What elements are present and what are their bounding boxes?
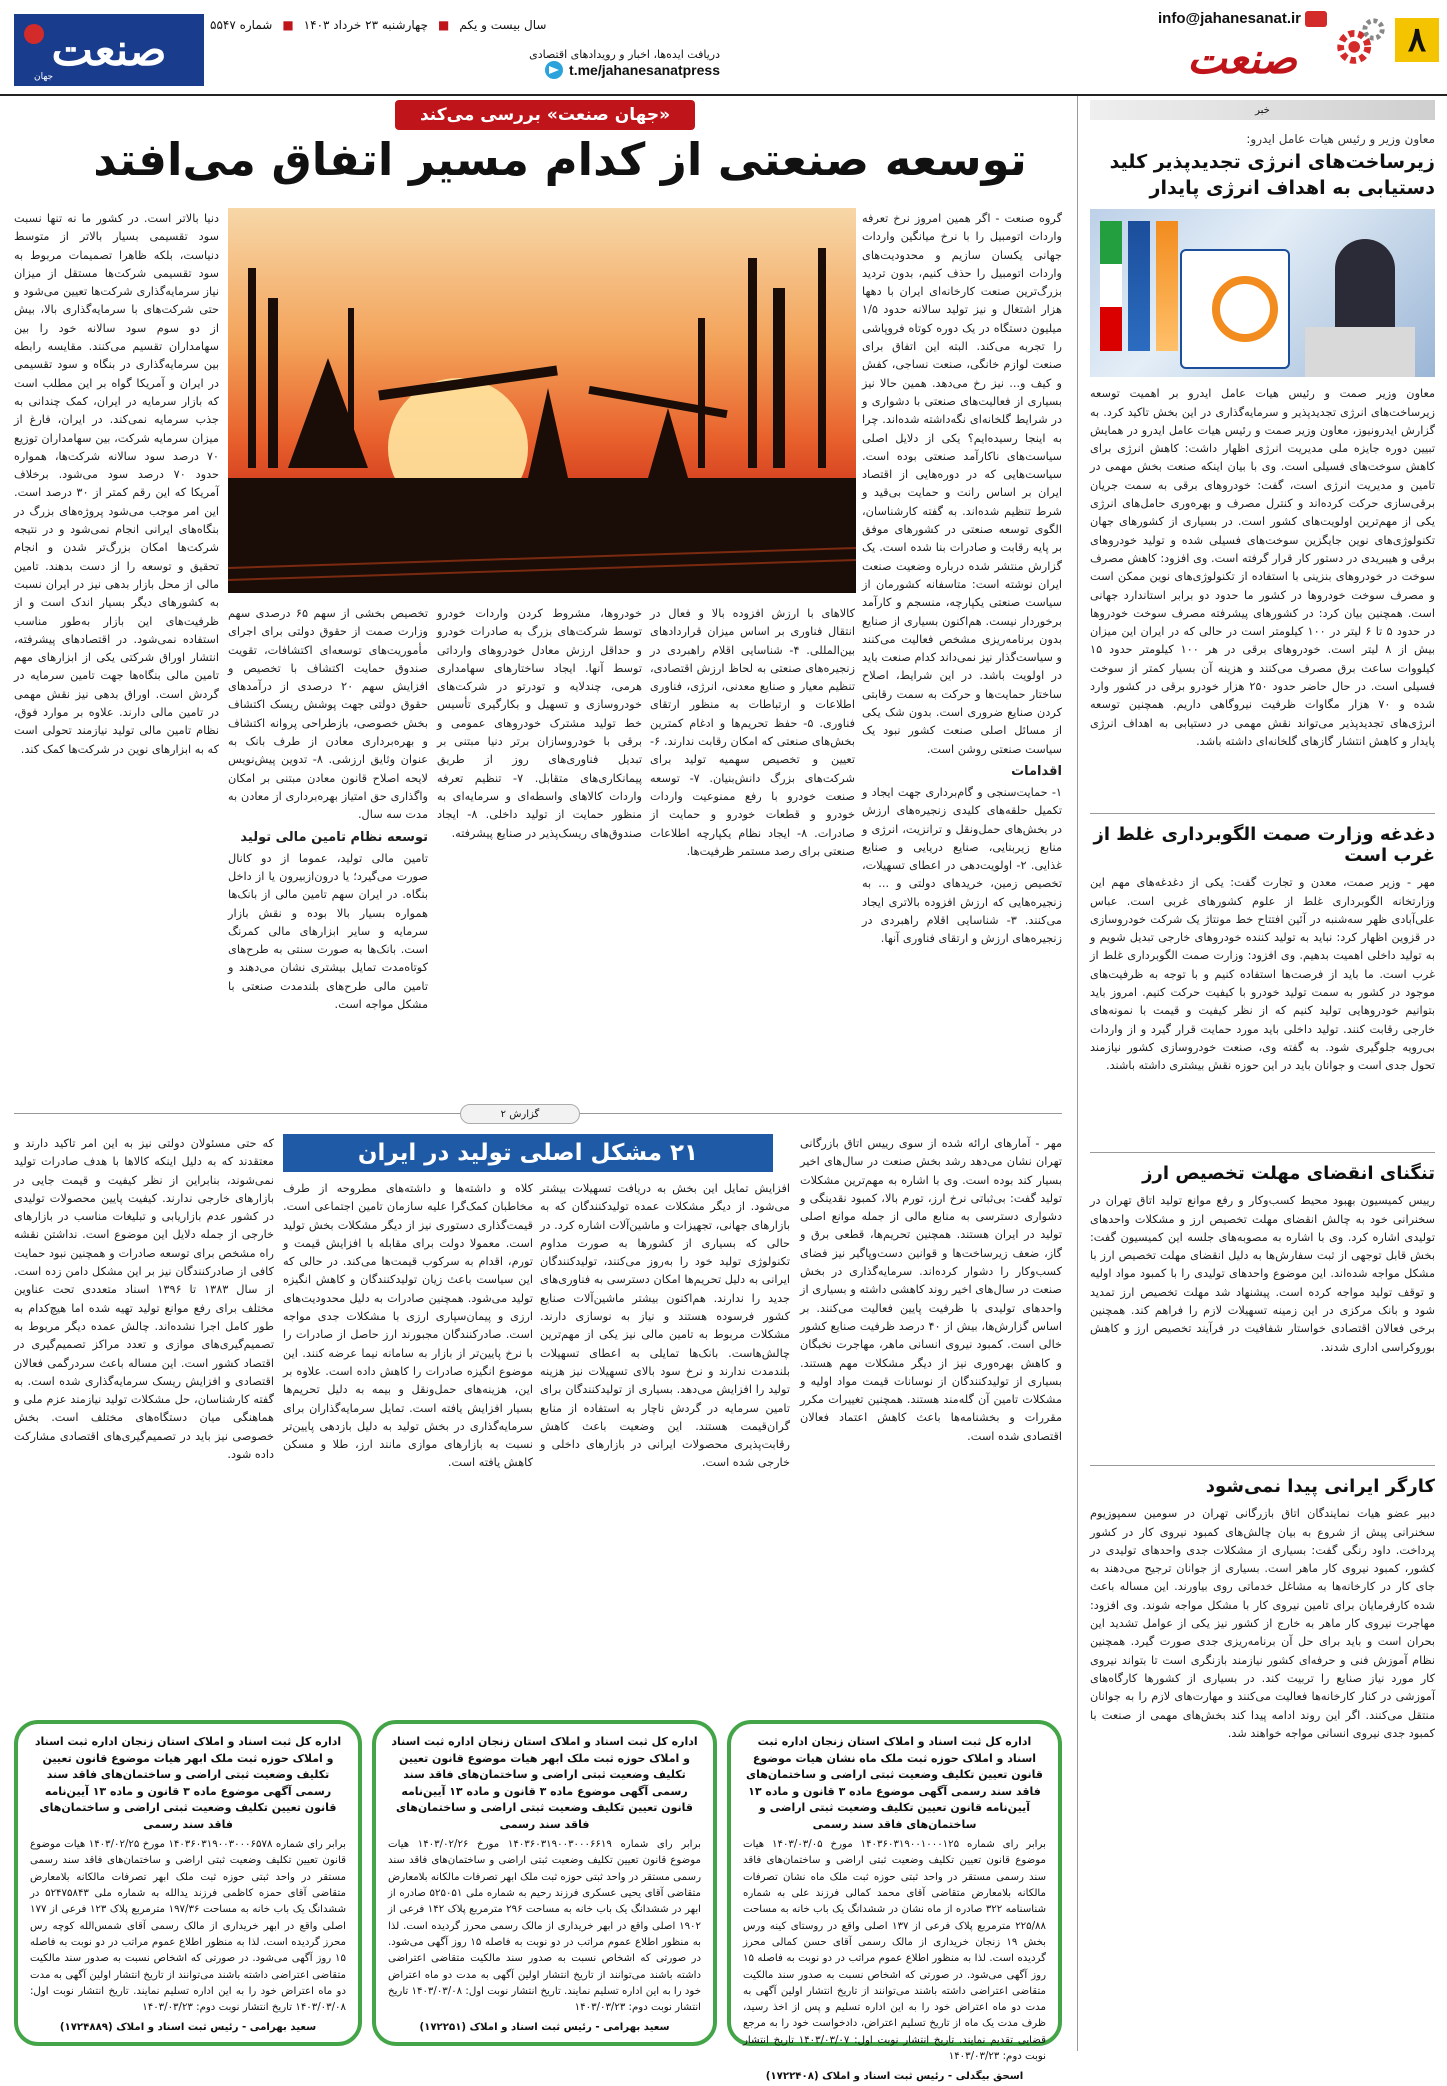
notice-body: برابر رای شماره ۱۴۰۳۶۰۳۱۹۰۰۳۰۰۰۶۶۱۹ مورخ ۱۴۰۳/۰۲/۲۶ هیات موضوع قانون تعیین تکلیف وضعیت ثبتی اراضی و ساختمان‌های فاقد سند رسمی مستقر در واحد ثبتی حوزه ثبت ملک ابهر تصرفات مالکانه بلامعارض متقاضی آقای یحیی عسکری فرزند رحیم به شماره ملی ۵۲۵۰۵۱ صادره از ابهر در ششدانگ یک باب خانه به مساحت ۲۹۶ مترمربع پلاک ۱۴۲ فرعی از ۱۹۰۲ اصلی واقع در ابهر خریداری از مالک رسمی محرز گردیده است. لذا به منظور اطلاع عموم مراتب در دو نوبت به فاصله ۱۵ روز آگهی می‌شود. در صورتی که اشخاص نسبت به صدور سند مالکیت متقاضی اعتراضی داشته باشند می‌توانند از تاریخ انتشار اولین آگهی به مدت دو ماه اعتراض خود را به این اداره تسلیم نمایند. تاریخ انتشار نوبت اول: ۱۴۰۳/۰۳/۰۸ تاریخ انتشار نوبت دوم: ۱۴۰۳/۰۳/۲۳	[387, 1839, 701, 2014]
divider	[1090, 1465, 1435, 1466]
date: چهارشنبه ۲۳ خرداد ۱۴۰۳	[303, 18, 428, 32]
telegram-text: t.me/jahanesanatpress	[569, 62, 720, 78]
sidebar-body-4: دبیر عضو هیات نمایندگان اتاق بازرگانی تهران در سومین سمپوزیوم سخنرانی پیش از شروع به بیان چالش‌های کمبود نیروی کار در کشور پرداخت. داود رنگی گفت: بسیاری از مشکلات جدی واحدهای تولیدی در کشور، کمبود نیروی کار ماهر است. بسیاری از جوانان ترجیح می‌دهند به جای کار در کارخانه‌ها به مشاغل خدماتی روی بیاورند. این مساله باعث شده کارفرمایان برای تامین نیروی کار با مشکل مواجه شوند. وی افزود: مهاجرت نیروی کار ماهر به خارج از کشور نیز یکی از عوامل تشدید این بحران است و باید برای حل آن برنامه‌ریزی جدی صورت گیرد. همچنین نظام آموزش فنی و حرفه‌ای کشور نیازمند بازنگری است تا بتواند نیروی کار مورد نیاز صنایع را تربیت کند. در بسیاری از کشورها کارگاه‌های آموزشی در کنار کارخانه‌ها فعالیت می‌کنند و مهارت‌های لازم را به جوانان منتقل می‌کنند. اگر این روند ادامه پیدا کند بخش‌های مهمی از صنعت با کمبود جدی نیروی انسانی مواجه خواهند شد.	[1090, 1507, 1435, 1740]
notice-body: برابر رای شماره ۱۴۰۳۶۰۳۱۹۰۰۱۰۰۰۱۲۵ مورخ ۱۴۰۳/۰۳/۰۵ هیات موضوع قانون تعیین تکلیف وضعیت ثبتی اراضی و ساختمان‌های فاقد سند رسمی مستقر در واحد ثبتی حوزه ثبت ملک ماه نشان تصرفات مالکانه بلامعارض متقاضی آقای محمد کمالی فرزند علی به شماره شناسنامه ۳۲۲ صادره از ماه نشان در ششدانگ یک باب خانه به مساحت ۲۲۵/۸۸ مترمربع پلاک فرعی از ۱۳۷ اصلی واقع در روستای کینه ورس بخش ۱۹ زنجان خریداری از مالک رسمی آقای حسن کمالی محرز گردیده است. لذا به منظور اطلاع عموم مراتب در دو نوبت به فاصله ۱۵ روز آگهی می‌شود. در صورتی که اشخاص نسبت به صدور سند مالکیت متقاضی اعتراضی داشته باشند می‌توانند از تاریخ انتشار اولین آگهی به مدت دو ماه اعتراض خود را به این اداره تسلیم و پس از اخذ رسید، ظرف مدت یک ماه از تاریخ تسلیم اعتراض، دادخواست خود را به مرجع قضایی تقدیم نمایند. تاریخ انتشار نوبت اول: ۱۴۰۳/۰۳/۰۷ تاریخ انتشار نوبت دوم: ۱۴۰۳/۰۳/۲۳	[743, 1839, 1047, 2063]
sidebar-body-3: رییس کمیسیون بهبود محیط کسب‌وکار و رفع موانع تولید اتاق تهران در سخنرانی خود به چالش انقضای مهلت تخصیص ارز و مشکلات واحدهای تولیدی اشاره کرد. وی با اشاره به مصوبه‌های جلسه این کمیسیون گفت: بخش قابل توجهی از ثبت سفارش‌ها به دلیل انقضای مهلت تخصیص ارز با مشکل مواجه شده‌اند. این موضوع واحدهای تولیدی را با کمبود مواد اولیه و توقف تولید مواجه کرده است. پیشنهاد شد مهلت تخصیص ارز تمدید شود و بانک مرکزی در این زمینه تسهیلات لازم را فراهم کند. همچنین برخی فعالان اقتصادی خواستار شفافیت در فرآیند تخصیص ارز و کاهش بوروکراسی اداری شدند.	[1090, 1194, 1435, 1354]
article-kicker: «جهان صنعت» بررسی می‌کند	[395, 100, 695, 130]
article-text: تامین مالی تولید، عموما از دو کانال صورت می‌گیرد؛ یا درون‌ازبیرون یا از داخل بنگاه. در ایران سهم تامین مالی از بانک‌ها همواره بسیار بالا بوده و نقش بازار سرمایه و سایر ابزارهای مالی کمرنگ است. بانک‌ها به صورت سنتی به طرح‌های کوتاه‌مدت تمایل بیشتری نشان می‌دهند و تامین مالی طرح‌های بلندمدت صنعتی با مشکل مواجه است.	[228, 851, 428, 1011]
dateline: سال بیست و یکم ■ چهارشنبه ۲۳ خرداد ۱۴۰۳ ■ شماره ۵۵۴۷	[210, 18, 547, 32]
flag-image	[1156, 221, 1178, 351]
issue-number: شماره ۵۵۴۷	[210, 18, 273, 32]
telegram-link[interactable]	[420, 61, 720, 79]
sidebar-body-2: مهر - وزیر صمت، معدن و تجارت گفت: یکی از دغدغه‌های مهم این وزارتخانه الگوبرداری غلط از علوم کشورهای غربی است. عباس علی‌آبادی ظهر سه‌شنبه در آئین افتتاح خط مونتاژ یک شرکت خودروسازی در قزوین اظهار کرد: نباید به تولید کننده خودروهای خارجی تبدیل شویم و به تولید داخلی اهمیت بدهیم. وی افزود: وزارت صمت الگوبرداری غلط از غرب است. ما باید از فرصت‌ها استفاده کنیم و با توجه به ظرفیت‌های موجود در کشور به سمت تولید خودرو با کیفیت حرکت کنیم. امروز باید بتوانیم خودروهایی تولید کنیم که از نظر کیفیت و قیمت با نمونه‌های خارجی رقابت کنند. تولید داخلی باید مورد حمایت قرار گیرد و از واردات بی‌رویه جلوگیری شود. به گفته وی، صنعت خودروسازی کشور نیازمند تحول جدی است و جوانان باید در این حوزه نقش بیشتری داشته باشند.	[1090, 876, 1435, 1073]
newspaper-logo[interactable]	[14, 14, 204, 86]
article-text: گروه صنعت - اگر همین امروز نرخ تعرفه واردات اتومبیل را با نرخ میانگین واردات جهانی یکسان سازیم و محدودیت‌های واردات اتومبیل را حذف کنیم، بدون تردید بزرگ‌ترین صنعت کارخانه‌ای ایران با دهها هزار اشتغال و نیز تولید سالانه حدود ۱/۵ میلیون دستگاه در یک دوره کوتاه فروپاشی را تجربه می‌کند. البته این اتفاق برای صنعت لوازم خانگی، صنعت نساجی، کفش و کیف و... نیز رخ می‌دهد. همین حالا نیز بسیاری از فعالیت‌های صنعتی با دشواری و در شرایط گلخانه‌ای نگه‌داشته شده‌اند. چرا به اینجا رسیده‌ایم؟ یکی از دلایل اصلی سیاست‌های ناکارآمد صنعتی بوده است. سیاست‌هایی که در دوره‌هایی از اقتصاد ایران بر اساس رانت و حمایت بی‌قید و شرط تنظیم شده‌اند. به گفته کارشناسان، الگوی توسعه صنعتی در کشورهای موفق بر پایه رقابت و صادرات بنا شده است. یک گزارش منتشر شده درباره وضعیت صنعت ایران نوشته است: متاسفانه کشورمان از سیاست صنعتی یکپارچه، منسجم و کارآمد برخوردار نیست. هم‌اکنون بسیاری از صنایع بدون برنامه‌ریزی مشخص فعالیت می‌کنند و سیاست‌گذار نیز نمی‌داند کدام صنعت باید در اولویت باشد. در این شرایط، اصلاح ساختار حمایت‌ها و حرکت به سمت رقابتی کردن صنایع ضروری است. بدون شک یکی از مسائل اصلی صنعت کشور نبود یک سیاست صنعتی روشن است.	[862, 212, 1062, 756]
article-subhead: توسعه نظام تامین مالی تولید	[240, 829, 428, 845]
telegram-promo	[420, 48, 720, 79]
sidebar-kicker: معاون وزیر و رئیس هیات عامل ایدرو:	[1246, 132, 1435, 146]
divider	[1090, 1152, 1435, 1153]
legal-notice-3	[14, 1720, 362, 2046]
article-col-mid-right: کالاهای با ارزش افزوده بالا و فعال در انتقال فناوری بر اساس میزان قراردادهای بین‌المللی. ۴- شناسایی اقلام راهبردی در زنجیره‌های صنعتی به لحاظ ارزش اقتصادی، تنظیم معیار و صنایع معدنی، انرژی، فناوری اطلاعات و ارتباطات به منظور ارتقای فناوری. ۵- حفظ تحریم‌ها و ادغام کمترین بخش‌های صنعتی که امکان رقابت ندارند. ۶- تعیین و تخصیص سهمیه تولید برای شرکت‌های بزرگ دانش‌بنیان. ۷- توسعه صنعت خودرو با رفع ممنوعیت واردات خودرو و قطعات خودرو و حمایت از صادرات. ۸- ایجاد نظام یکپارچه اطلاعات صنعتی برای رصد مستمر ظرفیت‌ها.	[650, 607, 856, 858]
notice-title: اداره کل ثبت اسناد و املاک استان زنجان اداره ثبت اسناد و املاک حوزه ثبت ملک ابهر هیات موضوع قانون تعیین تکلیف وضعیت ثبتی اراضی و ساختمان‌های فاقد سند رسمی آگهی موضوع ماده ۳ قانون و ماده ۱۳ آیین‌نامه قانون تعیین تکلیف وضعیت ثبتی اراضی و ساختمان‌های فاقد سند رسمی	[34, 1735, 342, 1831]
logo-subtext: جهان	[34, 72, 54, 82]
article2-col-1: مهر - آمارهای ارائه شده از سوی رییس اتاق بازرگانی تهران نشان می‌دهد رشد بخش صنعت در سال‌های اخیر بسیار کند بوده است. وی با اشاره به مهم‌ترین مشکلات تولید گفت: بی‌ثباتی نرخ ارز، تورم بالا، کمبود نقدینگی و دشواری دسترسی به منابع مالی از جمله موانع اصلی تولید در ایران هستند. همچنین تحریم‌ها، قطعی برق و گاز، ضعف زیرساخت‌ها و قوانین دست‌وپاگیر نیز فضای کسب‌وکار را دشوار کرده‌اند. سرمایه‌گذاری در بخش صنعت در سال‌های اخیر روند کاهشی داشته و بسیاری از واحدهای تولیدی با ظرفیت پایین فعالیت می‌کنند. بر اساس گزارش‌ها، بیش از ۴۰ درصد ظرفیت صنایع کشور خالی است. کمبود نیروی انسانی ماهر، مهاجرت نخبگان و کاهش بهره‌وری نیز از دیگر مشکلات مهم هستند. بسیاری از تولیدکنندگان از نوسانات قیمت مواد اولیه و مشکلات تامین آن گله‌مند هستند. همچنین تغییرات مکرر مقررات و بخشنامه‌ها باعث کاهش اعتماد فعالان اقتصادی شده است.	[800, 1137, 1062, 1443]
logo-dot-icon	[24, 24, 44, 44]
gear-icon	[1331, 14, 1389, 72]
sidebar-subhead-2[interactable]: تنگنای انقضای مهلت تخصیص ارز	[1142, 1163, 1435, 1185]
article-subhead: اقدامات	[1011, 763, 1062, 779]
email-text: info@jahanesanat.ir	[1158, 10, 1301, 27]
article-text: تخصیص بخشی از سهم ۶۵ درصدی سهم وزارت صمت از حقوق دولتی برای اجرای مأموریت‌های توسعه‌ای اکتشافات، تقویت صندوق حمایت اکتشاف با تخصیص و افزایش سهم ۲۰ درصدی از درآمدهای حقوق دولتی جهت پوشش ریسک اکتشاف بخش خصوصی، بازطراحی پروانه اکتشاف و بهره‌برداری معادن از طرف بانک به عنوان وثایق ارزشی. ۸- تدوین پیش‌نویس لایحه اصلاح قانون معادن مبتنی بر امکان واگذاری حق امتیاز بهره‌برداری از معادن به مدت سه سال.	[228, 607, 429, 822]
mail-icon	[1305, 11, 1327, 27]
year-issue: سال بیست و یکم	[459, 18, 547, 32]
article2-col-2: افزایش تمایل این بخش به دریافت تسهیلات بیشتر می‌شود. از دیگر مشکلات عمده تولیدکنندگان که به بازارهای جهانی، تجهیزات و ماشین‌آلات اشاره کرد. در حالی که بسیاری از کشورها به صورت مداوم تکنولوژی تولید خود را به‌روز می‌کنند، تولیدکنندگان ایرانی به دلیل تحریم‌ها امکان دسترسی به فناوری‌های جدید را ندارند. هم‌اکنون بیشتر ماشین‌آلات صنایع کشور فرسوده هستند و نیاز به نوسازی دارند. مشکلات مربوط به تامین مالی نیز یکی از مهم‌ترین چالش‌هاست. بانک‌ها تمایلی به اعطای تسهیلات بلندمدت ندارند و نرخ سود بالای تسهیلات نیز هزینه تولید را افزایش می‌دهد. بسیاری از تولیدکنندگان برای تامین سرمایه در گردش ناچار به استفاده از منابع گران‌قیمت هستند. این وضعیت باعث کاهش رقابت‌پذیری محصولات ایرانی در بازارهای داخلی و خارجی شده است.	[540, 1182, 790, 1470]
article-text: ۱- حمایت‌سنجی و گام‌برداری جهت ایجاد و تکمیل حلقه‌های کلیدی زنجیره‌های ارزش در بخش‌های حمل‌ونقل و ترانزیت، انرژی و منابع زیربنایی، صنایع دریایی و صنایع غذایی. ۲- اولویت‌دهی در اعطای تسهیلات، تخصیص زمین، خرید‌های دولتی و ... به زنجیره‌هایی که ارزش افزوده بالاتری ایجاد می‌کنند. ۳- شناسایی اقلام راهبردی در زنجیره‌های ارزش و ارتقای فناوری آنها.	[862, 785, 1063, 946]
masthead	[0, 0, 1447, 96]
article-col-right	[862, 210, 1062, 1100]
sidebar-body-1: معاون وزیر صمت و رئیس هیات عامل ایدرو بر اهمیت توسعه زیرساخت‌های انرژی تجدیدپذیر و سرمایه‌گذاری در این بخش تاکید کرد. به گزارش ایدرونیوز، معاون وزیر صمت و رئیس هیات عامل ایدرو در همایش تبیین دوره جایزه ملی مدیریت انرژی اظهار داشت: کاهش انرژی برای کاهش سوخت‌های فسیلی است. وی با بیان اینکه صنعت بخش مهمی در تامین و مدیریت انرژی است، گفت: خودروهای برقی به سمت جریان برقی‌سازی حرکت کرده‌اند و کنترل مصرف و بهره‌وری حامل‌های انرژی یکی از مهم‌ترین اولویت‌های کشور است. در بسیاری از کشورهای جهان تکنولوژی‌های نوین جایگزین سوخت‌های فسیلی شده و تولید خودروهای برقی و هیبریدی در دستور کار قرار گرفته است. وی افزود: کاهش مصرف سوخت در خودروهای بنزینی با استفاده از تکنولوژی‌های نوین ممکن است و مصرف سوخت خودروها در کشور ما حدود دو برابر استاندارد جهانی است. همچنین بیان کرد: در کشورهای پیشرفته مصرف سوخت خودروها در حدود ۵ تا ۶ لیتر در ۱۰۰ کیلومتر است در حالی که در ایران این میزان بیش از ۸ لیتر است. خودروهای برقی در هر ۱۰۰ کیلومتر حدود ۱۵ کیلووات ساعت برق مصرف می‌کنند و هزینه آن بسیار کمتر از سوخت فسیلی است. در حال حاضر حدود ۲۵۰ هزار خودرو برقی در کشور وارد شده و ۷۰ هزار مگاوات ظرفیت نیروگاهی داریم. همچنین توسعه انرژی‌های تجدیدپذیر می‌تواند نقش مهمی در دستیابی به اهداف انرژی پایدار و کاهش انتشار گازهای گلخانه‌ای داشته باشد.	[1090, 387, 1436, 748]
flag-image	[1100, 221, 1122, 351]
subscribe-text: دریافت ایده‌ها، اخبار و رویدادهای اقتصادی	[529, 48, 720, 61]
sidebar-subhead-3[interactable]: کارگر ایرانی پیدا نمی‌شود	[1205, 1476, 1435, 1498]
divider	[1090, 813, 1435, 814]
notice-title: اداره کل ثبت اسناد و املاک استان زنجان اداره ثبت اسناد و املاک حوزه ثبت ملک ابهر هیات موضوع قانون تعیین تکلیف وضعیت ثبتی اراضی و ساختمان‌های فاقد سند رسمی آگهی موضوع ماده ۳ قانون و ماده ۱۳ آیین‌نامه قانون تعیین تکلیف وضعیت ثبتی اراضی و ساختمان‌های فاقد سند رسمی	[391, 1735, 698, 1831]
page-number: ۸	[1395, 18, 1439, 62]
notice-title: اداره کل ثبت اسناد و املاک استان زنجان اداره ثبت اسناد و املاک حوزه ثبت ملک ماه نشان هیات موضوع قانون تعیین تکلیف وضعیت ثبتی اراضی و ساختمان‌های فاقد سند رسمی آگهی موضوع ماده ۳ قانون و ماده ۱۳ آیین‌نامه قانون تعیین تکلیف وضعیت ثبتی اراضی و ساختمان‌های فاقد سند رسمی	[746, 1735, 1043, 1831]
sidebar-photo	[1090, 209, 1435, 377]
article2-col-4: که حتی مسئولان دولتی نیز به این امر تاکید دارند و معتقدند که به دلیل اینکه کالاها با هدف صادرات تولید نمی‌شوند، بنابراین از نظر کیفیت و قیمت جایی در بازارهای خارجی ندارند. کیفیت پایین محصولات تولیدی در کشور عدم بازاریابی و تبلیغات مناسب در بازارهای خارجی از جمله دلایل این موضوع است. نداشتن نقشه راه مشخص برای توسعه صادرات و همچنین نبود حمایت کافی از صادرکنندگان نیز بر این مشکل دامن زده است. از سال ۱۳۸۳ تا ۱۳۹۶ اسناد متعددی تحت عناوین مختلف برای رفع موانع تولید تهیه شده اما هیچ‌کدام به طور کامل اجرا نشده‌اند. چالش عمده دیگر مربوط به تصمیم‌گیری‌های موازی و تعدد مراکز تصمیم‌گیری در اقتصاد کشور است. این مساله باعث سردرگمی فعالان اقتصادی و افزایش ریسک سرمایه‌گذاری شده است. به گفته کارشناسان، حل مشکلات تولید نیازمند عزم ملی و هماهنگی میان دستگاه‌های مختلف است. بخش خصوصی نیز باید در تصمیم‌گیری‌های اقتصادی مشارکت داده شود.	[14, 1137, 274, 1462]
right-sidebar	[1077, 96, 1447, 2051]
notice-signature: سعید بهرامی - رئیس ثبت اسناد و املاک (۱۷۲۴۸۸۹)	[59, 2022, 317, 2034]
telegram-icon	[545, 61, 563, 79]
article-col-center	[228, 605, 428, 1095]
legal-notice-2	[372, 1720, 717, 2046]
podium	[1305, 327, 1415, 377]
sidebar-subhead-1[interactable]: دغدغه وزارت صمت الگوبرداری غلط از غرب است	[1093, 824, 1435, 867]
article2-headline[interactable]: ۲۱ مشکل اصلی تولید در ایران	[283, 1134, 773, 1172]
sidebar-strip: خبر	[1090, 100, 1435, 120]
notice-signature: اسحق بیگدلی - رئیس ثبت اسناد و املاک (۱۷۲۲۴۰۸)	[765, 2071, 1024, 2083]
oil-pumpjack-illustration	[228, 208, 856, 593]
article-headline[interactable]: توسعه صنعتی از کدام مسیر اتفاق می‌افتد	[93, 133, 1027, 186]
report-tag: گزارش ۲	[460, 1104, 580, 1124]
illustration-svg	[228, 208, 856, 593]
section-title: صنعت	[1187, 34, 1297, 83]
notice-signature: سعید بهرامی - رئیس ثبت اسناد و املاک (۱۷۲۲۵۱)	[419, 2022, 670, 2034]
flag-image	[1128, 221, 1150, 351]
notice-body: برابر رای شماره ۱۴۰۳۶۰۳۱۹۰۰۳۰۰۰۶۵۷۸ مورخ ۱۴۰۳/۰۲/۲۵ هیات موضوع قانون تعیین تکلیف وضعیت ثبتی اراضی و ساختمان‌های فاقد سند رسمی مستقر در واحد ثبتی حوزه ثبت ملک ابهر تصرفات مالکانه بلامعارض متقاضی آقای حمزه کاظمی فرزند یدالله به شماره ملی ۵۲۴۷۵۸۴۳ در ششدانگ یک باب خانه به مساحت ۱۹۷/۳۶ مترمربع پلاک ۱۲۳ فرعی از ۱۷۷ اصلی واقع در ابهر خریداری از مالک رسمی آقای شمس‌الله کوچه رس محرز گردیده است. لذا به منظور اطلاع عموم مراتب در دو نوبت به فاصله ۱۵ روز آگهی می‌شود. در صورتی که اشخاص نسبت به صدور سند مالکیت متقاضی اعتراضی داشته باشند می‌توانند از تاریخ انتشار اولین آگهی به مدت دو ماه اعتراض خود را به این اداره تسلیم نمایند. تاریخ انتشار نوبت اول: ۱۴۰۳/۰۳/۰۸ تاریخ انتشار نوبت دوم: ۱۴۰۳/۰۳/۲۳	[30, 1839, 346, 2014]
legal-notice-1	[727, 1720, 1062, 2083]
header-email[interactable]	[1158, 10, 1327, 27]
article-col-left: دنیا بالاتر است. در کشور ما نه تنها نسبت سود تقسیمی بسیار بالاتر از متوسط دنیاست، بلکه ظاهرا تصمیمات مربوط به سود تقسیمی شرکت‌ها مستقل از میزان نیاز سرمایه‌گذاری شرکت‌ها تعیین می‌شود و حتی شرکت‌های با سرمایه‌گذاری بالا، بیش از دو سوم سود سالانه خود را بین سهامداران تقسیم می‌کنند. مقایسه رابطه بین سرمایه‌گذاری در بنگاه و سود تقسیمی در ایران و آمریکا گواه بر این مطلب است که بازار سرمایه در ایران، کمک چندانی به جذب سرمایه نمی‌کند. در ایران، فارغ از میزان سرمایه شرکت، بین سهامداران توزیع ۷۰ درصد سود سالانه شرکت‌ها، همواره حدود ۷۰ درصد سود می‌شود. برخلاف آمریکا که این رقم کمتر از ۳۰ درصد است. این امر موجب می‌شود پروژه‌های بزرگ در بنگاه‌های ایرانی انجام نمی‌شود و در نتیجه شرکت‌ها امکان بزرگ‌تر شدن و انجام تحقیق و توسعه را از دست بدهند. تامین مالی از محل بازار بدهی نیز در ایران نسبت به کشورهای دیگر بسیار اندک است و از ظرفیت‌های این بازار به‌طور مناسب استفاده نمی‌شود. در اقتصادهای پیشرفته، انتشار اوراق شرکتی یکی از ابزارهای مهم تامین مالی بنگاه‌ها جهت تامین سرمایه در گردش است. اوراق بدهی نیز نقش مهمی در تامین مالی دارند. علاوه بر موارد فوق، نظام تامین مالی تولید نیازمند تحولی است که به ابزارهای نوین در شرکت‌ها کمک کند.	[14, 212, 219, 756]
sidebar-headline[interactable]: زیرساخت‌های انرژی تجدیدپذیر کلید دستیابی به اهداف انرژی پایدار	[1109, 151, 1435, 199]
article2-col-3: کلاه و داشته‌ها و داشته‌های مطروحه از طرف مخاطبان کمک‌گرا علیه سازمان تامین اجتماعی است. قیمت‌گذاری دستوری نیز از دیگر مشکلات بخش تولید است. معمولا دولت برای مقابله با افزایش قیمت و تورم، اقدام به سرکوب قیمت‌ها می‌کند. در حالی که این سیاست باعث زیان تولیدکنندگان و کاهش انگیزه تولید می‌شود. همچنین صادرات به دلیل محدودیت‌های ارزی و پیمان‌سپاری ارزی با مشکلات جدی مواجه است. صادرکنندگان مجبورند ارز حاصل از صادرات را با نرخ پایین‌تر از بازار به سامانه نیما عرضه کنند. این موضوع انگیزه صادرات را کاهش داده است. علاوه بر این، هزینه‌های حمل‌ونقل و بیمه به دلیل تحریم‌ها بسیار افزایش یافته است. تمایل سرمایه‌گذاران برای سرمایه‌گذاری در بخش تولید به دلیل بازدهی پایین‌تر نسبت به بازارهای موازی مانند ارز، طلا و مسکن کاهش یافته است.	[283, 1182, 533, 1470]
event-banner	[1180, 249, 1290, 369]
logo-text: صنعت	[51, 24, 167, 76]
article-col-mid-left: خودروها، مشروط کردن واردات خودرو توسط شرکت‌های بزرگ به صادرات خودرو و حداقل ارزش معادل خودروهای وارداتی توسط آنها. ایجاد ساختارهای سهامداری هرمی، چندلایه و تودرتو در شرکت‌های خودروسازی و تسهیل و بکارگیری تأسیس خط تولید مشترک خودروهای عمومی و برقی با خودروسازان برتر دنیا مبتنی بر تبدیل فناوری‌های روز از طریق پیمانکاری‌های متقابل. ۷- تنظیم تعرفه واردات کالاهای واسطه‌ای و سرمایه‌ای به منظور حمایت از تولید داخلی. ۸- ایجاد صندوق‌های ریسک‌پذیر در صنایع پیشرفته.	[437, 607, 643, 840]
